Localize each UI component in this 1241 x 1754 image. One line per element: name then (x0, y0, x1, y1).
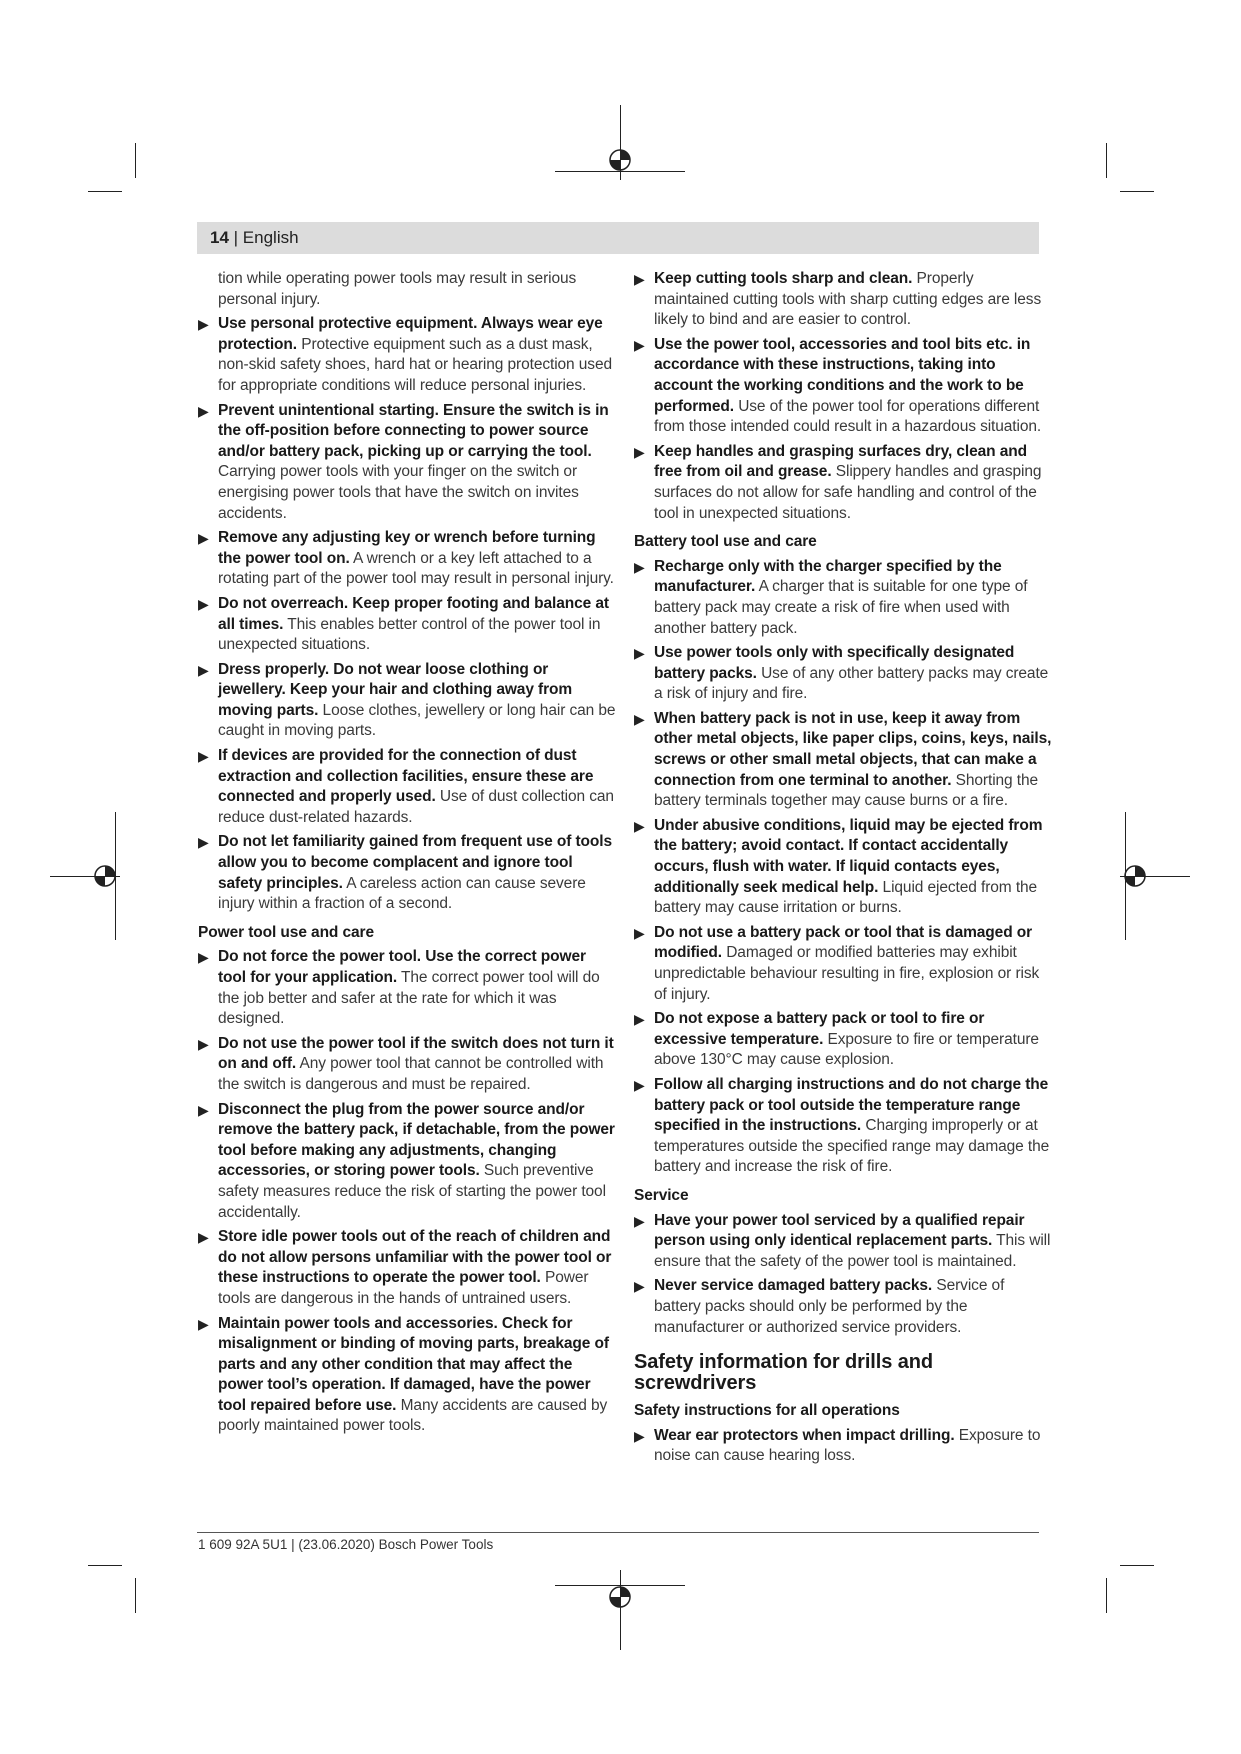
item-bold-text: Dress properly. Do not wear loose clothing or jewellery. Keep your hair and clothing away from moving parts. (218, 660, 573, 719)
list-item (198, 1314, 616, 1438)
item-bold-text: Do not let familiarity gained from frequent use of tools allow you to become complacent and ignore tool safety principles. (218, 833, 612, 892)
list-item (634, 1075, 1052, 1178)
item-text: Liquid ejected from the battery may cause irritation or burns. (654, 878, 1038, 917)
item-text: Protective equipment such as a dust mask, non-skid safety shoes, hard hat or hearing protection used for appropriate conditions will reduce personal injuries. (218, 335, 612, 394)
item-bold-text: Do not expose a battery pack or tool to fire or excessive temperature. (654, 1010, 985, 1048)
list-all-operations (634, 1426, 1052, 1467)
page-header-bar (197, 222, 1039, 254)
list-item (634, 1009, 1052, 1071)
item-bold-text: Do not overreach. Keep proper footing and balance at all times. (218, 594, 609, 633)
list-item (634, 709, 1052, 812)
list-item (198, 1034, 616, 1096)
list-item (198, 314, 616, 396)
list-item (634, 442, 1052, 524)
item-bold-text: Recharge only with the charger specified by the manufacturer. (654, 557, 1002, 596)
header-separator: | (228, 228, 243, 247)
list-item (198, 660, 616, 742)
item-text: Such preventive safety measures reduce the risk of starting the power tool accidentally. (218, 1162, 606, 1221)
item-text: The correct power tool will do the job better and safer at the rate for which it was designed. (218, 969, 600, 1028)
list-power-tool-use-cont (634, 269, 1052, 524)
crop-mark (135, 143, 136, 178)
bullet-arrow-icon: ▶ (198, 595, 209, 612)
crop-mark (88, 191, 122, 192)
registration-target-icon (1124, 865, 1146, 887)
item-bold-text: Do not use the power tool if the switch does not turn it on and off. (218, 1034, 614, 1073)
item-bold-text: When battery pack is not in use, keep it away from other metal objects, like paper clips, coins, keys, nails, screws or other small metal objects, that can make a connection from one terminal to another. (654, 709, 1052, 789)
list-item (634, 269, 1052, 331)
header-language: English (242, 228, 299, 247)
item-bold-text: Do not use a battery pack or tool that is damaged or modified. (654, 923, 1033, 962)
bullet-arrow-icon: ▶ (198, 1315, 209, 1332)
item-text: Exposure to noise can cause hearing loss. (654, 1426, 1041, 1465)
list-power-tool-use (198, 947, 616, 1437)
list-battery-tool-use (634, 557, 1052, 1178)
item-text: Service of battery packs should only be performed by the manufacturer or authorized service providers. (654, 1277, 1005, 1336)
item-bold-text: Follow all charging instructions and do not charge the battery pack or tool outside the temperature range specified in the instructions. (654, 1075, 1049, 1135)
bullet-arrow-icon: ▶ (198, 530, 209, 547)
list-service (634, 1211, 1052, 1339)
list-item (198, 594, 616, 656)
crop-mark (135, 1578, 136, 1613)
list-item (198, 832, 616, 914)
bullet-arrow-icon: ▶ (198, 949, 209, 966)
item-text: A careless action can cause severe injury within a fraction of a second. (218, 874, 586, 913)
item-text: Damaged or modified batteries may exhibit unpredictable behaviour resulting in fire, explosion or risk of injury. (654, 944, 1040, 1003)
registration-target-icon (609, 1586, 631, 1608)
item-text: Use of any other battery packs may create a risk of injury and fire. (654, 664, 1049, 703)
list-item (198, 746, 616, 828)
bullet-arrow-icon: ▶ (634, 1212, 645, 1229)
continued-paragraph: tion while operating power tools may result in serious personal injury. (218, 270, 577, 308)
bullet-arrow-icon: ▶ (634, 443, 645, 460)
left-column (198, 269, 616, 1441)
registration-line (555, 171, 685, 172)
bullet-arrow-icon: ▶ (634, 924, 645, 941)
registration-line (620, 1570, 621, 1650)
list-item (634, 335, 1052, 438)
page-footer: 1 609 92A 5U1 | (23.06.2020) Bosch Power Tools (198, 1537, 494, 1552)
item-bold-text: Maintain power tools and accessories. Check for misalignment or binding of moving parts, breakage of parts and any other condition that may affect the power tool’s operation. If damaged, have the power tool repaired before use. (218, 1314, 609, 1414)
bullet-arrow-icon: ▶ (198, 834, 209, 851)
bullet-arrow-icon: ▶ (198, 1035, 209, 1052)
list-item (198, 1227, 616, 1309)
crop-mark (1120, 191, 1154, 192)
list-item (634, 816, 1052, 919)
item-bold-text: Do not force the power tool. Use the correct power tool for your application. (218, 948, 586, 986)
item-bold-text: Keep cutting tools sharp and clean. (654, 270, 913, 287)
bullet-arrow-icon: ▶ (634, 271, 645, 287)
heading-battery-tool-use: Battery tool use and care (634, 533, 817, 551)
bullet-arrow-icon: ▶ (634, 1076, 645, 1093)
bullet-arrow-icon: ▶ (198, 1229, 209, 1246)
item-bold-text: Use power tools only with specifically designated battery packs. (654, 644, 1015, 682)
item-text: Power tools are dangerous in the hands of untrained users. (218, 1269, 589, 1307)
list-personal-safety (198, 314, 616, 915)
item-text: Exposure to fire or temperature above 130°C may cause explosion. (654, 1030, 1039, 1069)
registration-target-icon (609, 149, 631, 171)
list-item (634, 1426, 1052, 1467)
bullet-arrow-icon: ▶ (634, 336, 645, 353)
item-text: Loose clothes, jewellery or long hair can be caught in moving parts. (218, 701, 616, 740)
section-title: Safety information for drills and screwdrivers (634, 1351, 933, 1394)
item-text: Carrying power tools with your finger on the switch or energising power tools that have the switch on invites accidents. (218, 463, 579, 522)
bullet-arrow-icon: ▶ (634, 710, 645, 727)
item-bold-text: If devices are provided for the connection of dust extraction and collection facilities, ensure these are connected and properly used. (218, 747, 594, 806)
item-text: Slippery handles and grasping surfaces do not allow for safe handling and control of the tool in unexpected situations. (654, 463, 1042, 522)
bullet-arrow-icon: ▶ (634, 1011, 645, 1028)
list-item (634, 1276, 1052, 1338)
right-column (634, 269, 1052, 1471)
list-item (198, 947, 616, 1029)
registration-target-icon (94, 865, 116, 887)
item-bold-text: Keep handles and grasping surfaces dry, clean and free from oil and grease. (654, 442, 1027, 481)
bullet-arrow-icon: ▶ (198, 402, 209, 419)
bullet-arrow-icon: ▶ (634, 1427, 645, 1444)
heading-all-operations: Safety instructions for all operations (634, 1402, 900, 1420)
item-bold-text: Under abusive conditions, liquid may be ejected from the battery; avoid contact. If contact accidentally occurs, flush with water. If liquid contacts eyes, additionally seek medical help. (654, 816, 1043, 896)
item-text: Many accidents are caused by poorly maintained power tools. (218, 1396, 608, 1435)
list-item (198, 1100, 616, 1224)
item-text: This enables better control of the power tool in unexpected situations. (218, 615, 601, 654)
page-number: 14 (210, 228, 229, 247)
heading-service: Service (634, 1186, 689, 1204)
heading-power-tool-use: Power tool use and care (198, 923, 375, 941)
item-bold-text: Disconnect the plug from the power source and/or remove the battery pack, if detachable, from the power tool before making any adjustments, changing accessories, or storing power tools. (218, 1100, 615, 1180)
bullet-arrow-icon: ▶ (634, 645, 645, 662)
list-item (634, 1211, 1052, 1273)
crop-mark (1120, 1565, 1154, 1566)
footer-rule (197, 1532, 1039, 1533)
item-text: Use of dust collection can reduce dust-related hazards. (218, 788, 614, 826)
list-item (198, 528, 616, 590)
bullet-arrow-icon: ▶ (198, 748, 209, 765)
bullet-arrow-icon: ▶ (198, 1101, 209, 1118)
list-item (634, 643, 1052, 705)
item-bold-text: Have your power tool serviced by a qualified repair person using only identical replacement parts. (654, 1211, 1025, 1250)
bullet-arrow-icon: ▶ (634, 817, 645, 834)
crop-mark (88, 1565, 122, 1566)
item-text: Charging improperly or at temperatures outside the specified range may damage the battery and increase the risk of fire. (654, 1117, 1050, 1176)
list-item (634, 923, 1052, 1005)
item-text: A wrench or a key left attached to a rotating part of the power tool may result in personal injury. (218, 549, 614, 588)
item-text: This will ensure that the safety of the power tool is maintained. (654, 1232, 1051, 1270)
item-bold-text: Wear ear protectors when impact drilling. (654, 1426, 955, 1444)
page-header (210, 227, 299, 249)
item-bold-text: Never service damaged battery packs. (654, 1277, 933, 1295)
list-item (198, 401, 616, 525)
item-text: Properly maintained cutting tools with sharp cutting edges are less likely to bind and are easier to control. (654, 270, 1042, 329)
item-bold-text: Store idle power tools out of the reach of children and do not allow persons unfamiliar with the power tool or these instructions to operate the power tool. (218, 1228, 612, 1287)
item-text: Use of the power tool for operations different from those intended could result in a hazardous situation. (654, 397, 1042, 436)
list-item (634, 557, 1052, 639)
item-bold-text: Use personal protective equipment. Always wear eye protection. (218, 315, 603, 353)
item-bold-text: Remove any adjusting key or wrench before turning the power tool on. (218, 529, 596, 567)
crop-mark (1106, 1578, 1107, 1613)
bullet-arrow-icon: ▶ (634, 1278, 645, 1295)
bullet-arrow-icon: ▶ (198, 661, 209, 678)
item-bold-text: Prevent unintentional starting. Ensure the switch is in the off-position before connecting to power source and/or battery pack, picking up or carrying the tool. (218, 401, 609, 460)
item-text: A charger that is suitable for one type of battery pack may create a risk of fire when used with another battery pack. (654, 578, 1028, 637)
item-text: Any power tool that cannot be controlled with the switch is dangerous and must be repaired. (218, 1055, 604, 1093)
crop-mark (1106, 143, 1107, 178)
bullet-arrow-icon: ▶ (634, 558, 645, 575)
item-bold-text: Use the power tool, accessories and tool bits etc. in accordance with these instructions, taking into account the working conditions and the work to be performed. (654, 335, 1031, 415)
bullet-arrow-icon: ▶ (198, 316, 209, 333)
item-text: Shorting the battery terminals together may cause burns or a fire. (654, 771, 1039, 810)
